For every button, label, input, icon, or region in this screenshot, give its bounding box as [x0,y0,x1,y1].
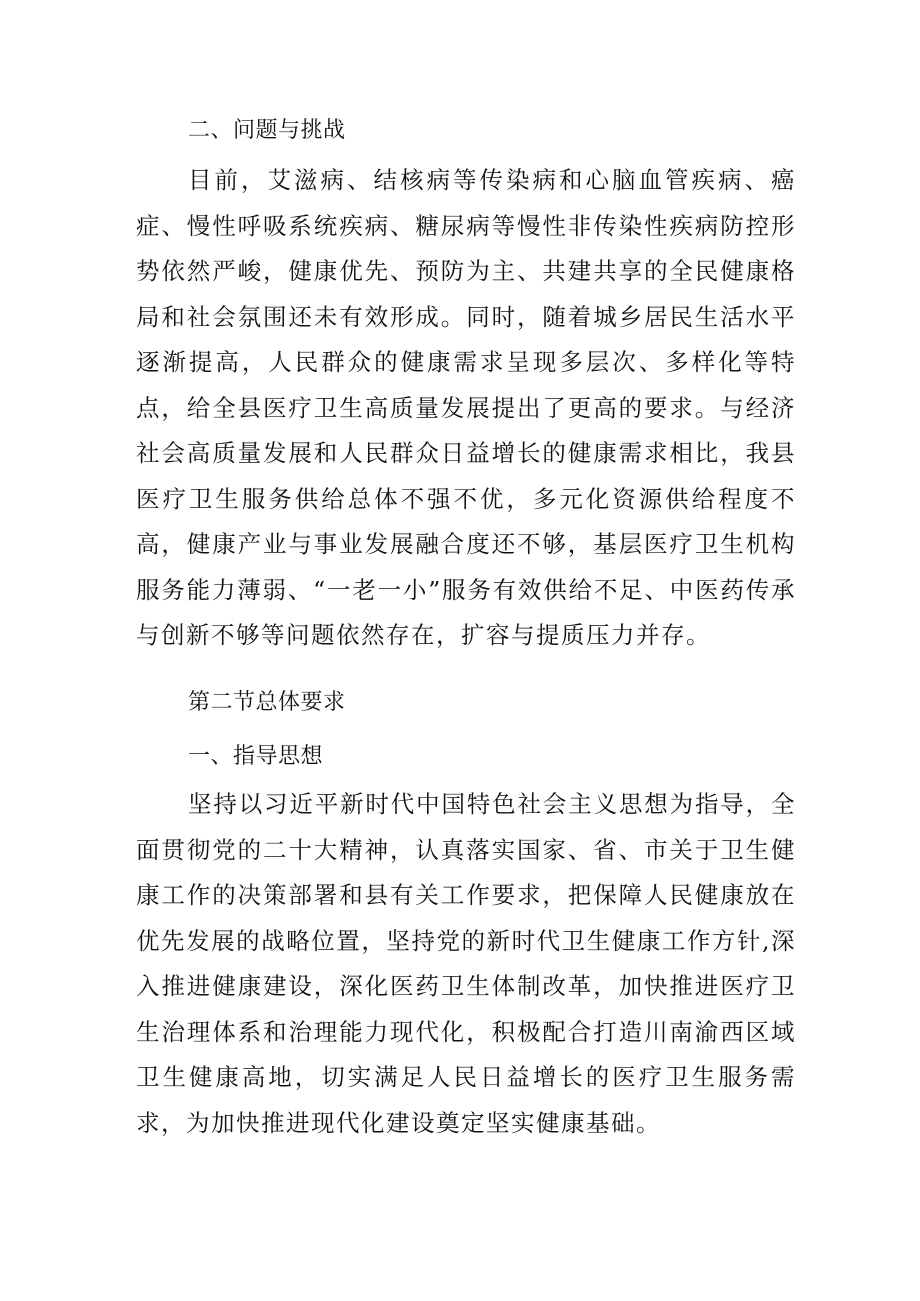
paragraph-guiding-ideology: 坚持以习近平新时代中国特色社会主义思想为指导，全面贯彻党的二十大精神，认真落实国家、省、市关于卫生健康工作的决策部署和县有关工作要求，把保障人民健康放在优先发展的战略位置，坚持党的新时代卫生健康工作方针,深入推进健康建设，深化医药卫生体制改革，加快推进医疗卫生治理体系和治理能力现代化，积极配合打造川南渝西区域卫生健康高地，切实满足人民日益增长的医疗卫生服务需求，为加快推进现代化建设奠定坚实健康基础。 [136,790,796,1137]
section-heading-guiding-ideology: 一、指导思想 [188,744,324,769]
section-title-general-requirements: 第二节总体要求 [188,690,346,715]
paragraph-problems: 目前，艾滋病、结核病等传染病和心脑血管疾病、癌症、慢性呼吸系统疾病、糖尿病等慢性非传染性疾病防控形势依然严峻，健康优先、预防为主、共建共享的全民健康格局和社会氛围还未有效形成。同时，随着城乡居民生活水平逐渐提高，人民群众的健康需求呈现多层次、多样化等特点，给全县医疗卫生高质量发展提出了更高的要求。与经济社会高质量发展和人民群众日益增长的健康需求相比，我县医疗卫生服务供给总体不强不优，多元化资源供给程度不高，健康产业与事业发展融合度还不够，基层医疗卫生机构服务能力薄弱、“一老一小”服务有效供给不足、中医药传承与创新不够等问题依然存在，扩容与提质压力并存。 [136,166,796,649]
section-heading-problems: 二、问题与挑战 [188,118,346,143]
